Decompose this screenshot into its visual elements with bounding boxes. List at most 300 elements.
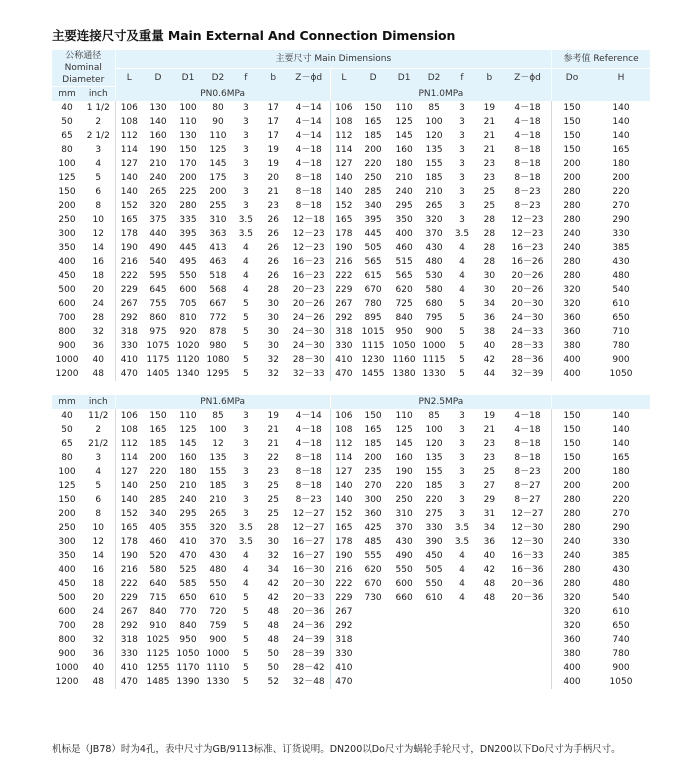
table-cell: 550 <box>209 579 227 589</box>
footnote: 机标是（JB78）时为4孔，表中尺寸为GB/9113标准、订货说明。DN200以Do尺寸为蜗轮手轮尺寸，DN200以下Do尺寸为手柄尺寸。 <box>52 744 621 755</box>
table-cell <box>449 647 475 661</box>
table-cell: 160 <box>395 145 413 155</box>
table-cell: 1110 <box>206 663 230 673</box>
table-row <box>52 675 650 689</box>
table-row <box>52 437 650 451</box>
table-row <box>52 269 650 283</box>
table-cell: 28 <box>267 285 279 295</box>
table-cell: 3 <box>243 131 249 141</box>
table-cell: 112 <box>330 437 357 451</box>
table-cell: 490 <box>395 551 413 561</box>
table-cell: 430 <box>612 257 630 267</box>
table-cell: 200 <box>612 173 630 183</box>
table-cell: 240 <box>149 173 167 183</box>
table-cell: 120 <box>425 131 443 141</box>
table-cell: 1025 <box>146 635 170 645</box>
table-cell: 320 <box>552 591 592 605</box>
table-cell: 190 <box>330 241 357 255</box>
table-cell: 20－36 <box>292 607 325 617</box>
table-cell: 280 <box>552 199 592 213</box>
table-cell: 610 <box>209 593 227 603</box>
table-cell: 127 <box>330 465 357 479</box>
table-cell: 450 <box>58 271 76 281</box>
table-cell: 405 <box>149 523 167 533</box>
table-cell: 5 <box>95 173 102 183</box>
table-cell: 3 <box>459 159 465 169</box>
table-row <box>52 563 650 577</box>
table-cell: 200 <box>58 509 76 519</box>
table-cell: 275 <box>425 509 443 519</box>
table-cell: 26 <box>267 243 279 253</box>
table-cell: 200 <box>209 187 227 197</box>
table-row <box>52 591 650 605</box>
table-cell: 270 <box>364 481 382 491</box>
table-cell: 900 <box>58 341 76 351</box>
table-cell: 330 <box>425 523 443 533</box>
table-cell: 1200 <box>55 677 79 687</box>
table-cell: 490 <box>149 243 167 253</box>
table-cell: 3 <box>459 117 465 127</box>
table-cell: 5 <box>459 369 465 379</box>
table-cell: 31 <box>483 509 496 519</box>
table-cell: 24－33 <box>511 327 544 337</box>
table-cell: 21 <box>483 425 496 435</box>
table-cell: 36 <box>92 341 104 351</box>
table-cell: 1160 <box>392 355 416 365</box>
table-cell: 3 <box>459 145 465 155</box>
table-cell: 185 <box>149 439 167 449</box>
table-cell: 772 <box>209 313 227 323</box>
table-cell: 25 <box>267 495 279 505</box>
table-cell: 8－18 <box>514 439 541 449</box>
table-cell: 185 <box>425 173 443 183</box>
table-cell: 185 <box>425 481 443 491</box>
unit-inch: inch <box>82 87 115 102</box>
table-cell: 330 <box>115 647 143 661</box>
table-cell <box>419 633 449 647</box>
table-cell: 110 <box>179 411 197 421</box>
table-cell: 40 <box>92 663 104 673</box>
table-cell: 240 <box>552 549 592 563</box>
table-cell: 19 <box>267 159 279 169</box>
table-cell: 3 <box>459 103 465 113</box>
table-cell: 480 <box>425 257 443 267</box>
table-cell: 130 <box>179 131 197 141</box>
table-cell: 700 <box>58 313 76 323</box>
table-cell: 350 <box>58 243 76 253</box>
table-cell: 150 <box>552 409 592 423</box>
table-cell: 65 <box>61 131 73 141</box>
table-cell: 28 <box>483 229 496 239</box>
table-cell: 900 <box>425 327 443 337</box>
table-cell: 330 <box>330 339 357 353</box>
table-cell: 705 <box>179 299 197 309</box>
table-cell: 250 <box>149 481 167 491</box>
table-row <box>52 325 650 339</box>
table-cell: 410 <box>115 661 143 675</box>
table-cell: 200 <box>552 465 592 479</box>
table-row <box>52 157 650 171</box>
table-cell: 410 <box>330 661 357 675</box>
table-cell: 1340 <box>176 369 200 379</box>
table-cell: 30 <box>267 313 279 323</box>
pressure-header-row <box>52 395 650 409</box>
table-cell: 24 <box>92 607 104 617</box>
table-cell: 3 <box>459 201 465 211</box>
table-cell <box>357 675 389 689</box>
table-cell: 650 <box>612 621 630 631</box>
table-cell: 430 <box>425 243 443 253</box>
table-cell: 840 <box>149 607 167 617</box>
table-cell <box>449 675 475 689</box>
table-cell: 3 <box>459 481 465 491</box>
table-cell: 16－23 <box>511 243 544 253</box>
table-cell: 135 <box>425 453 443 463</box>
table-cell: 40 <box>483 341 496 351</box>
column-header: L <box>115 68 143 86</box>
table-cell: 229 <box>115 283 143 297</box>
table-cell: 36 <box>483 313 496 323</box>
table-cell: 3 <box>243 173 249 183</box>
table-cell: 1120 <box>176 355 200 365</box>
table-cell: 100 <box>425 117 443 127</box>
table-cell: 667 <box>209 299 227 309</box>
table-cell: 25 <box>483 187 496 197</box>
nominal-en-2: Diameter <box>62 75 105 85</box>
pressure-ref-blank <box>552 87 650 102</box>
table-cell: 1405 <box>146 369 170 379</box>
table-cell: 240 <box>552 535 592 549</box>
table-cell: 280 <box>552 185 592 199</box>
table-cell <box>449 619 475 633</box>
table-cell: 145 <box>179 439 197 449</box>
table-cell: 610 <box>612 607 630 617</box>
table-cell: 480 <box>209 565 227 575</box>
table-cell: 440 <box>149 229 167 239</box>
table-cell: 220 <box>425 495 443 505</box>
table-row <box>52 493 650 507</box>
table-cell: 112 <box>115 437 143 451</box>
table-cell: 25 <box>483 201 496 211</box>
table-cell: 34 <box>483 523 496 533</box>
column-header: Do <box>552 68 592 86</box>
table-cell <box>449 633 475 647</box>
table-cell: 330 <box>115 339 143 353</box>
table-cell: 480 <box>612 579 630 589</box>
nominal-diameter-header <box>52 50 115 87</box>
table-cell: 267 <box>115 605 143 619</box>
table-cell: 360 <box>552 311 592 325</box>
table-cell <box>475 675 504 689</box>
table-cell: 140 <box>330 185 357 199</box>
table-cell: 292 <box>115 619 143 633</box>
table-cell: 280 <box>552 269 592 283</box>
table-cell <box>504 605 552 619</box>
table-cell: 165 <box>364 425 382 435</box>
table-cell: 240 <box>395 187 413 197</box>
table-cell: 12－30 <box>511 537 544 547</box>
table-row <box>52 423 650 437</box>
table-cell: 220 <box>364 159 382 169</box>
table-cell: 470 <box>330 367 357 381</box>
table-cell <box>504 619 552 633</box>
table-cell: 292 <box>330 619 357 633</box>
table-cell: 110 <box>395 411 413 421</box>
table-cell: 216 <box>330 255 357 269</box>
table-cell: 145 <box>395 439 413 449</box>
table-cell: 1380 <box>392 369 416 379</box>
table-cell: 125 <box>58 173 76 183</box>
table-cell: 265 <box>149 187 167 197</box>
table-cell: 340 <box>364 201 382 211</box>
table-cell: 38 <box>483 327 496 337</box>
table-cell: 280 <box>552 577 592 591</box>
table-cell: 463 <box>209 257 227 267</box>
table-cell: 165 <box>330 521 357 535</box>
table-row <box>52 409 650 423</box>
header-row-main <box>52 50 650 68</box>
table-cell: 12－23 <box>292 243 325 253</box>
table-cell: 165 <box>149 425 167 435</box>
table-cell: 28 <box>483 215 496 225</box>
table-cell: 220 <box>149 467 167 477</box>
table-cell: 770 <box>179 607 197 617</box>
table-cell: 20－30 <box>292 579 325 589</box>
table-row <box>52 577 650 591</box>
table-cell: 100 <box>58 159 76 169</box>
table-cell: 240 <box>552 227 592 241</box>
table-cell: 878 <box>209 327 227 337</box>
table-cell: 21 <box>267 425 279 435</box>
table-cell: 3 <box>243 425 249 435</box>
table-cell: 3 <box>459 173 465 183</box>
table-cell: 114 <box>330 143 357 157</box>
table-cell: 24－30 <box>292 341 325 351</box>
table-cell: 216 <box>115 563 143 577</box>
table-cell: 4－14 <box>295 131 322 141</box>
table-cell: 600 <box>179 285 197 295</box>
table-cell: 375 <box>149 215 167 225</box>
table-cell: 42 <box>267 593 279 603</box>
table-cell: 3 <box>243 145 249 155</box>
table-cell: 23 <box>483 173 496 183</box>
table-cell: 19 <box>483 411 496 421</box>
table-cell: 80 <box>61 145 73 155</box>
table-cell: 150 <box>552 423 592 437</box>
table-cell: 4－18 <box>514 117 541 127</box>
table-cell: 330 <box>330 647 357 661</box>
table-cell <box>504 675 552 689</box>
table-cell: 125 <box>395 425 413 435</box>
table-cell <box>389 633 419 647</box>
table-cell: 670 <box>364 285 382 295</box>
table-cell: 450 <box>425 551 443 561</box>
table-cell: 285 <box>364 187 382 197</box>
table-cell: 25 <box>483 467 496 477</box>
table-cell: 8－18 <box>295 467 322 477</box>
pressure-right: PN2.5MPa <box>330 395 551 409</box>
table-cell: 1390 <box>176 677 200 687</box>
table-cell: 4－18 <box>295 439 322 449</box>
table-cell: 1050 <box>392 341 416 351</box>
table-cell: 32－39 <box>511 369 544 379</box>
table-cell <box>449 605 475 619</box>
table-cell: 8－18 <box>295 187 322 197</box>
table-cell: 280 <box>179 201 197 211</box>
table-cell: 24－30 <box>292 327 325 337</box>
table-cell: 2 <box>95 117 102 127</box>
table-cell: 140 <box>149 117 167 127</box>
table-cell: 30 <box>267 327 279 337</box>
table-cell <box>389 675 419 689</box>
table-row <box>52 213 650 227</box>
table-cell: 48 <box>267 621 279 631</box>
table-cell: 780 <box>612 649 630 659</box>
table-cell: 155 <box>209 467 227 477</box>
table-cell: 425 <box>364 523 382 533</box>
table-cell: 645 <box>149 285 167 295</box>
table-cell: 28 <box>483 257 496 267</box>
table-cell: 975 <box>149 327 167 337</box>
table-cell: 1075 <box>146 341 170 351</box>
table-cell: 1000 <box>55 663 79 673</box>
table-cell: 30 <box>483 271 496 281</box>
unit-mm: mm <box>52 87 82 102</box>
table-cell: 10 <box>92 523 104 533</box>
table-cell: 4 <box>459 593 465 603</box>
table-cell: 4 <box>243 565 249 575</box>
table-cell: 24－26 <box>292 313 325 323</box>
table-cell: 21 <box>483 131 496 141</box>
table-cell: 1050 <box>176 649 200 659</box>
table-cell: 24－30 <box>511 313 544 323</box>
table-cell: 178 <box>115 535 143 549</box>
table-cell: 8－18 <box>514 173 541 183</box>
table-cell: 4－18 <box>514 411 541 421</box>
table-cell: 3.5 <box>454 523 470 533</box>
table-cell: 565 <box>395 271 413 281</box>
table-cell: 4 <box>459 243 465 253</box>
table-cell: 265 <box>209 509 227 519</box>
table-row <box>52 647 650 661</box>
table-cell: 20－36 <box>511 579 544 589</box>
table-cell: 12－23 <box>511 229 544 239</box>
table-cell: 290 <box>612 523 630 533</box>
table-cell: 280 <box>552 213 592 227</box>
table-cell: 165 <box>612 145 630 155</box>
table-cell: 1115 <box>361 341 385 351</box>
table-cell: 520 <box>149 551 167 561</box>
table-cell: 720 <box>209 607 227 617</box>
table-cell: 4 <box>459 579 465 589</box>
table-cell: 3 <box>243 103 249 113</box>
table-row <box>52 115 650 129</box>
table-cell: 4 <box>459 565 465 575</box>
table-cell: 155 <box>425 159 443 169</box>
table-cell: 360 <box>552 325 592 339</box>
table-cell: 17 <box>267 103 279 113</box>
table-cell: 114 <box>115 143 143 157</box>
table-cell: 220 <box>612 495 630 505</box>
table-cell: 200 <box>364 145 382 155</box>
table-cell: 20－26 <box>292 299 325 309</box>
table-cell <box>389 647 419 661</box>
table-cell: 920 <box>179 327 197 337</box>
table-cell <box>419 661 449 675</box>
table-cell: 710 <box>612 327 630 337</box>
table-cell: 20－26 <box>511 271 544 281</box>
table-cell <box>419 675 449 689</box>
table-cell: 30 <box>267 341 279 351</box>
table-cell: 185 <box>209 481 227 491</box>
table-cell: 267 <box>330 605 357 619</box>
table-cell: 3 <box>243 411 249 421</box>
table-cell: 330 <box>612 537 630 547</box>
table-cell <box>357 661 389 675</box>
table-cell: 229 <box>330 283 357 297</box>
table-cell: 50 <box>61 425 73 435</box>
table-cell: 1255 <box>146 663 170 673</box>
table-cell: 190 <box>149 145 167 155</box>
table-cell: 145 <box>395 131 413 141</box>
table-cell: 150 <box>179 145 197 155</box>
table-cell: 185 <box>364 439 382 449</box>
table-cell: 680 <box>425 299 443 309</box>
table-cell: 21 <box>483 145 496 155</box>
table-cell: 125 <box>395 117 413 127</box>
table-row <box>52 605 650 619</box>
table-cell: 42 <box>267 579 279 589</box>
table-cell: 40 <box>92 355 104 365</box>
table-cell: 5 <box>459 341 465 351</box>
reference-header: 参考值 Reference <box>552 50 650 68</box>
table-cell: 12－27 <box>511 509 544 519</box>
table-cell: 36 <box>92 649 104 659</box>
table-cell: 580 <box>425 285 443 295</box>
table-cell: 150 <box>552 101 592 115</box>
pressure-right: PN1.0MPa <box>330 87 551 102</box>
table-cell <box>357 633 389 647</box>
table-cell: 4 <box>459 551 465 561</box>
table-cell: 17 <box>267 131 279 141</box>
table-cell: 5 <box>243 677 249 687</box>
table-cell <box>357 647 389 661</box>
table-row <box>52 661 650 675</box>
table-cell: 495 <box>179 257 197 267</box>
table-cell: 780 <box>612 341 630 351</box>
table-cell: 292 <box>115 311 143 325</box>
table-cell: 28 <box>483 243 496 253</box>
table-cell: 360 <box>364 509 382 519</box>
table-cell: 505 <box>425 565 443 575</box>
table-cell: 320 <box>552 605 592 619</box>
table-cell: 21/2 <box>88 439 109 449</box>
table-cell: 518 <box>209 271 227 281</box>
table-cell: 3 <box>459 131 465 141</box>
table-cell: 1200 <box>55 369 79 379</box>
table-cell: 16－26 <box>511 257 544 267</box>
table-cell: 320 <box>149 201 167 211</box>
table-row <box>52 479 650 493</box>
table-cell: 8 <box>95 509 102 519</box>
column-header: b <box>259 68 288 86</box>
table-cell: 350 <box>395 215 413 225</box>
nominal-cn: 公称通径 <box>65 51 102 61</box>
table-cell: 3.5 <box>238 229 254 239</box>
table-cell: 100 <box>425 425 443 435</box>
table-cell: 5 <box>243 327 249 337</box>
table-cell: 900 <box>612 663 630 673</box>
